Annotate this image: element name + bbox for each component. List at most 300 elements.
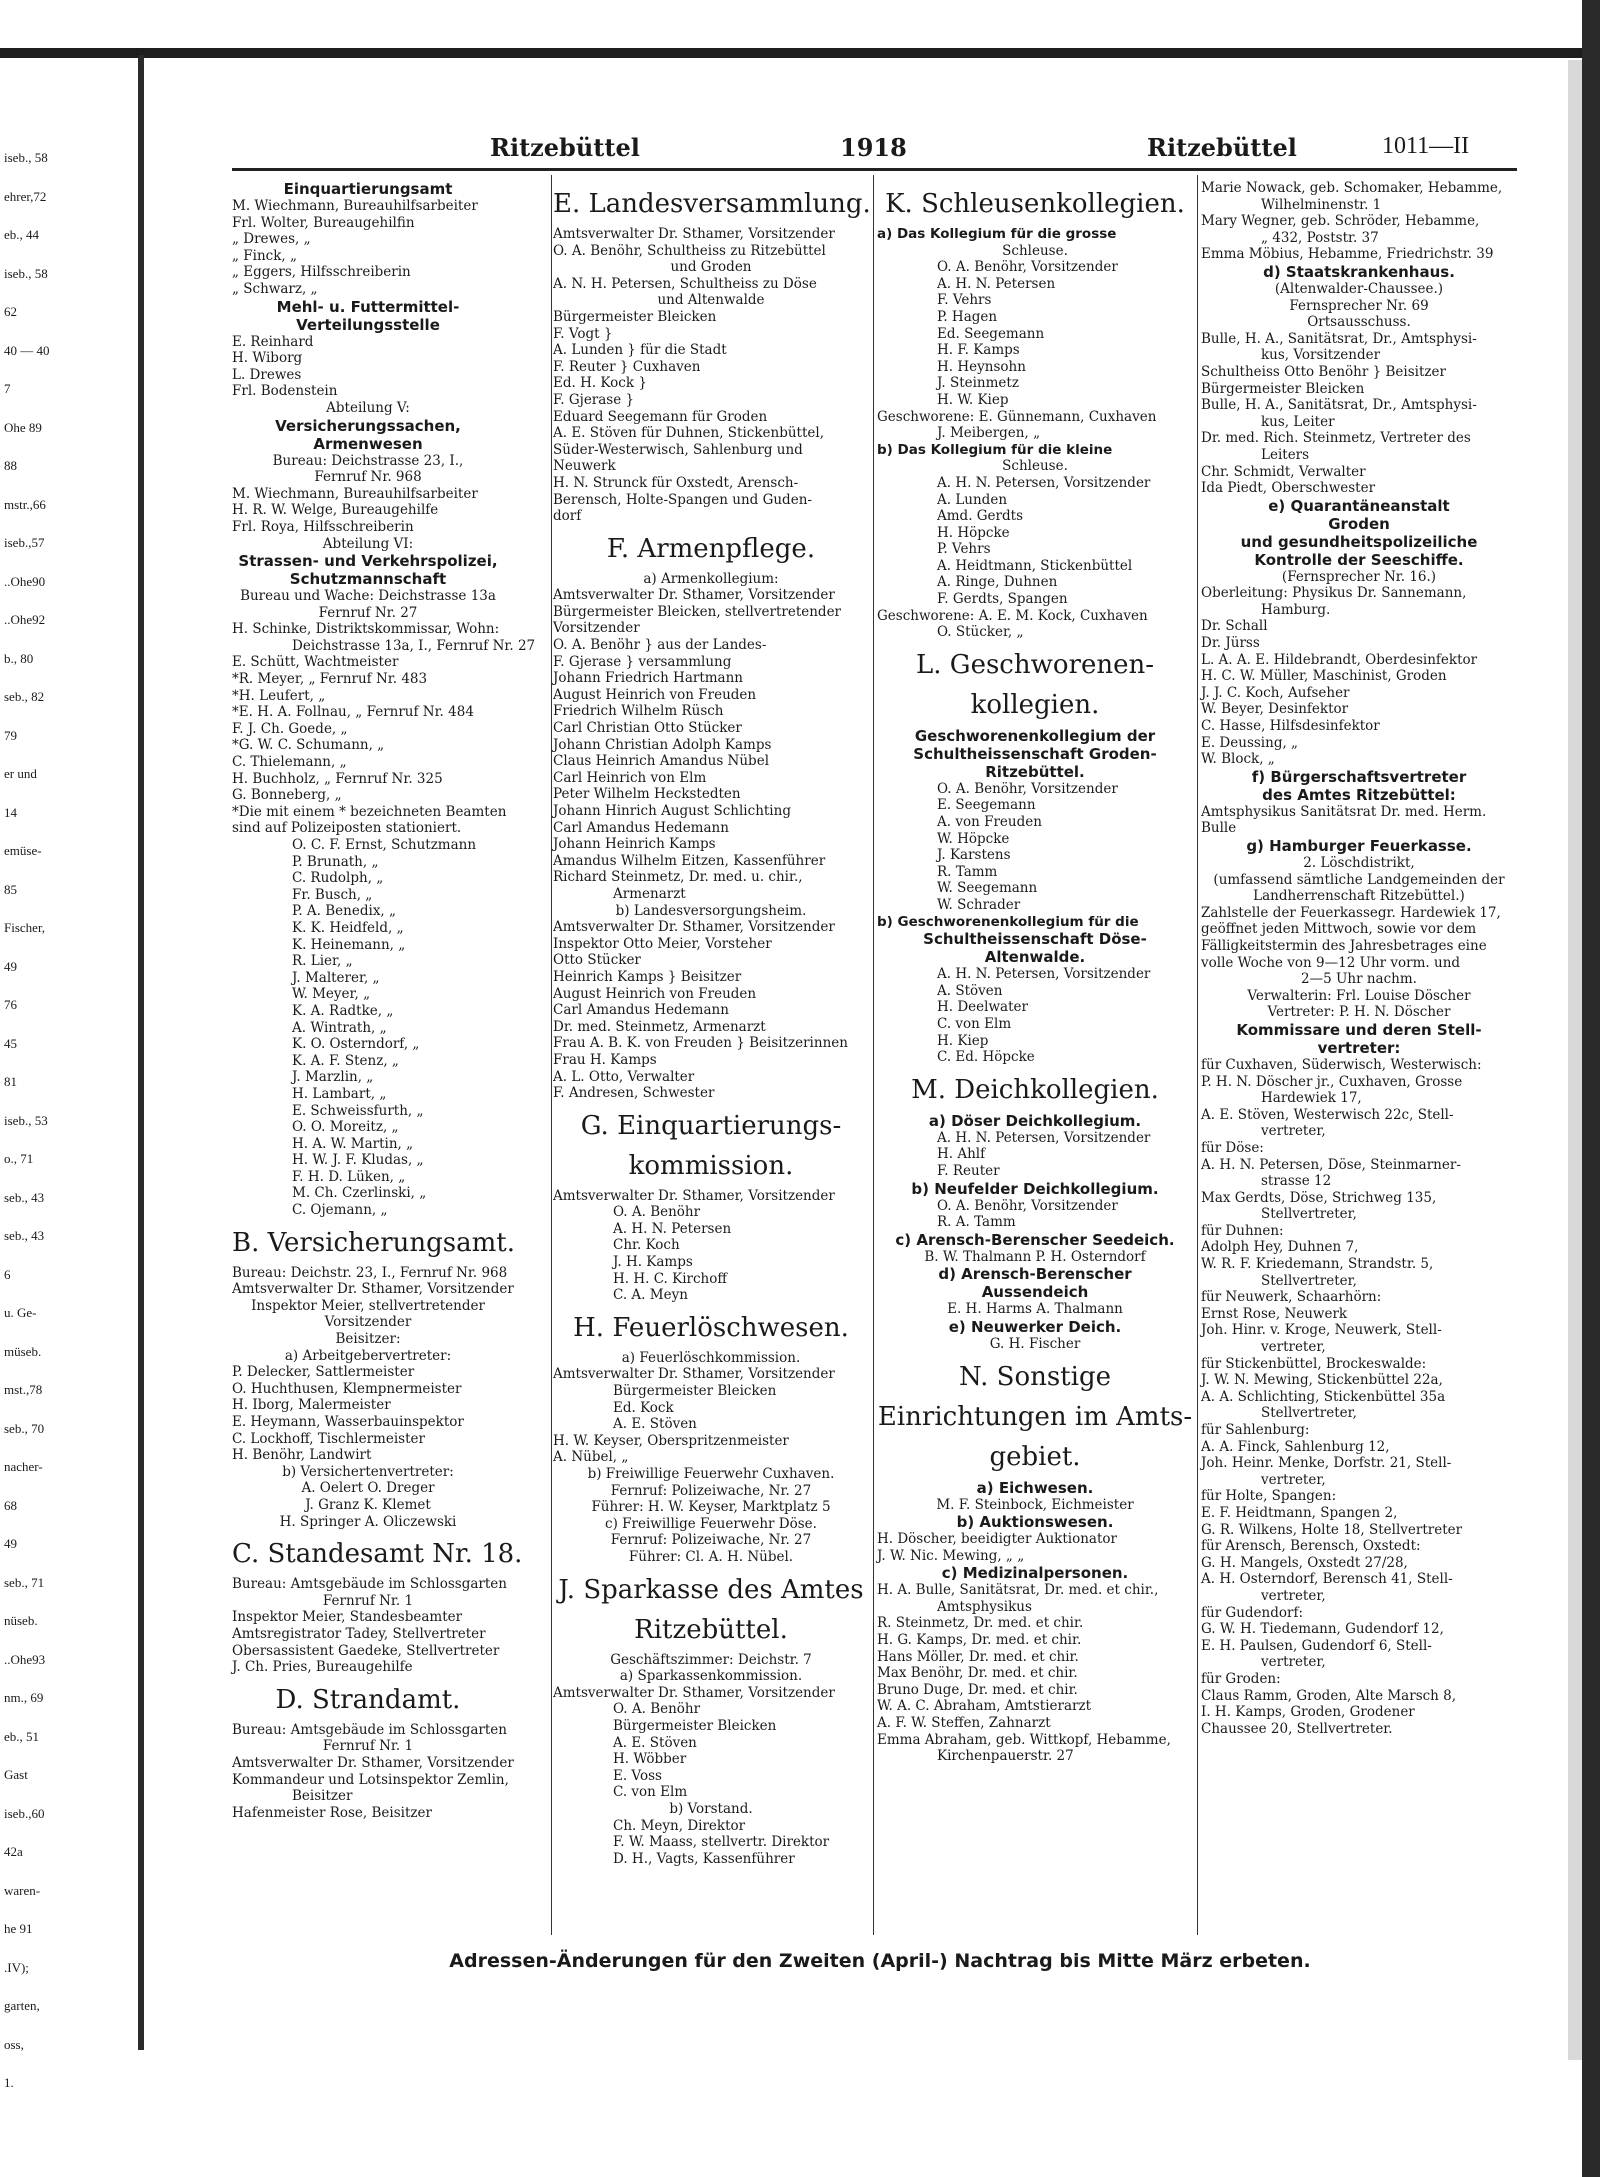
text-line: 2. Löschdistrikt, bbox=[1303, 855, 1415, 871]
edge-fragment: 49 bbox=[4, 958, 17, 974]
text-line: Amandus Wilhelm Eitzen, Kassenführer bbox=[553, 852, 826, 869]
edge-fragment: 88 bbox=[4, 458, 17, 473]
text-line: Fernruf Nr. 1 bbox=[322, 1738, 414, 1755]
text-line: R. Tamm bbox=[937, 863, 998, 880]
text-line: Claus Ramm, Groden, Alte Marsch 8, bbox=[1201, 1687, 1457, 1704]
text-line: „ Eggers, Hilfsschreiberin bbox=[232, 264, 411, 281]
subsection-heading: d) Staatskrankenhaus. bbox=[1263, 262, 1455, 281]
text-line: Hans Möller, Dr. med. et chir. bbox=[877, 1648, 1079, 1665]
text-line: *G. W. C. Schumann, „ bbox=[232, 737, 385, 754]
text-line: Bürgermeister Bleicken, stellvertretender bbox=[553, 603, 842, 620]
text-line: H. G. Kamps, Dr. med. et chir. bbox=[877, 1632, 1082, 1649]
text-line: a) Arbeitgebervertreter: bbox=[284, 1347, 452, 1364]
section-heading: H. Feuerlöschwesen. bbox=[573, 1312, 849, 1343]
text-line: A. E. Stöven, Westerwisch 22c, Stell- bbox=[1201, 1106, 1454, 1123]
text-line: Dr. med. Rich. Steinmetz, Vertreter des bbox=[1201, 430, 1471, 447]
subsection-heading: e) Neuwerker Deich. bbox=[948, 1317, 1122, 1336]
text-line: C. A. Meyn bbox=[613, 1287, 688, 1304]
text-line: Frl. Roya, Hilfsschreiberin bbox=[232, 518, 414, 535]
subsection-heading: Schutzmannschaft bbox=[289, 570, 447, 589]
text-line: Amtsverwalter Dr. Sthamer, Vorsitzender bbox=[553, 226, 835, 242]
text-line: Bureau: Deichstrasse 23, I., bbox=[272, 452, 464, 469]
text-line: Fälligkeitstermin des Jahresbetrages eine bbox=[1201, 937, 1487, 954]
text-line: für Arensch, Berensch, Oxstedt: bbox=[1201, 1538, 1421, 1555]
text-line: A. H. N. Petersen, Vorsitzender bbox=[937, 474, 1151, 491]
text-line: Verwalterin: Frl. Louise Döscher bbox=[1247, 987, 1471, 1004]
section-heading: M. Deichkollegien. bbox=[911, 1074, 1159, 1105]
subsection-heading: Armenwesen bbox=[313, 434, 423, 453]
section-heading: K. Schleusenkollegien. bbox=[885, 189, 1185, 219]
text-line: A. F. W. Steffen, Zahnarzt bbox=[877, 1715, 1051, 1732]
text-line: Ernst Rose, Neuwerk bbox=[1201, 1305, 1348, 1322]
text-line: Johann Heinrich Kamps bbox=[553, 836, 716, 853]
edge-fragment: 79 bbox=[4, 727, 17, 743]
text-line: Friedrich Wilhelm Rüsch bbox=[553, 703, 724, 720]
edge-fragment: seb., 82 bbox=[4, 689, 45, 704]
subsection-heading: b) Neufelder Deichkollegium. bbox=[911, 1179, 1159, 1198]
subsection-heading: e) Quarantäneanstalt bbox=[1268, 496, 1450, 515]
text-line: F. W. Maass, stellvertr. Direktor bbox=[613, 1834, 830, 1851]
text-line: Chr. Schmidt, Verwalter bbox=[1201, 463, 1366, 480]
text-line: H. Schinke, Distriktskommissar, Wohn: bbox=[232, 621, 500, 638]
text-line: J. H. Kamps bbox=[613, 1254, 693, 1271]
section-heading: F. Armenpflege. bbox=[606, 533, 816, 564]
subsection-heading: Geschworenenkollegium der bbox=[914, 726, 1156, 745]
text-line: für Döse: bbox=[1201, 1139, 1264, 1156]
text-line: vertreter, bbox=[1261, 1339, 1326, 1356]
text-line: Chaussee 20, Stellvertreter. bbox=[1201, 1720, 1393, 1737]
text-line: L. A. A. E. Hildebrandt, Oberdesinfektor bbox=[1201, 651, 1478, 668]
text-line: Adolph Hey, Duhnen 7, bbox=[1201, 1239, 1359, 1256]
text-line: für Stickenbüttel, Brockeswalde: bbox=[1201, 1355, 1427, 1372]
text-line: E. Deussing, „ bbox=[1201, 734, 1299, 751]
text-line: vertreter, bbox=[1261, 1654, 1326, 1671]
edge-fragment: 1. bbox=[4, 2075, 14, 2090]
text-line: H. N. Strunck für Oxstedt, Arensch- bbox=[553, 474, 799, 491]
text-line: b) Freiwillige Feuerwehr Cuxhaven. bbox=[587, 1466, 835, 1482]
text-line: Inspektor Meier, Standesbeamter bbox=[232, 1609, 463, 1626]
text-line: A. Stöven bbox=[937, 982, 1003, 999]
text-line: G. R. Wilkens, Holte 18, Stellvertreter bbox=[1201, 1521, 1463, 1538]
text-line: Stellvertreter, bbox=[1261, 1405, 1357, 1422]
text-line: Amtsphysikus bbox=[937, 1598, 1032, 1615]
text-line: Fernruf Nr. 27 bbox=[318, 604, 418, 621]
column-4 bbox=[1201, 180, 1517, 1737]
previous-page-edge bbox=[0, 60, 140, 2090]
subsection-heading: Einquartierungsamt bbox=[283, 180, 453, 198]
text-line: C. Hasse, Hilfsdesinfektor bbox=[1201, 718, 1380, 735]
subsection-heading: Kommissare und deren Stell- bbox=[1236, 1020, 1482, 1039]
edge-fragment: iseb., 58 bbox=[4, 265, 48, 281]
text-line: für Groden: bbox=[1201, 1670, 1281, 1687]
text-line: Dr. Schall bbox=[1201, 618, 1268, 635]
footer-notice: Adressen-Änderungen für den Zweiten (April-) Nachtrag bis Mitte März erbeten. bbox=[449, 1950, 1311, 1972]
text-line: E. Heymann, Wasserbauinspektor bbox=[232, 1414, 464, 1430]
subsection-heading: c) Arensch-Berenscher Seedeich. bbox=[895, 1230, 1175, 1249]
text-line: strasse 12 bbox=[1261, 1173, 1332, 1190]
text-line: Armenarzt bbox=[613, 885, 686, 902]
text-line: vertreter, bbox=[1261, 1587, 1326, 1604]
text-line: Bureau und Wache: Deichstrasse 13a bbox=[240, 588, 496, 605]
text-line: Hardewiek 17, bbox=[1261, 1090, 1362, 1107]
text-line: R. Lier, „ bbox=[292, 953, 353, 970]
text-line: A. Lunden } für die Stadt bbox=[553, 342, 727, 359]
text-line: A. Wintrath, „ bbox=[292, 1019, 387, 1036]
text-line: E. Voss bbox=[613, 1767, 662, 1784]
text-line: Bürgermeister Bleicken bbox=[613, 1383, 777, 1400]
running-header bbox=[232, 133, 1532, 163]
text-line: Vertreter: P. H. N. Döscher bbox=[1267, 1004, 1451, 1021]
column-3 bbox=[877, 180, 1193, 1765]
text-line: O. A. Benöhr, Vorsitzender bbox=[937, 259, 1118, 276]
section-heading: kollegien. bbox=[970, 689, 1100, 720]
text-line: L. Drewes bbox=[232, 366, 302, 383]
text-line: b) Vorstand. bbox=[669, 1800, 753, 1817]
subsection-heading: Ritzebüttel. bbox=[985, 762, 1085, 781]
edge-fragment: 85 bbox=[4, 881, 17, 897]
text-line: G. Bonneberg, „ bbox=[232, 787, 342, 804]
subsection-heading: vertreter: bbox=[1317, 1038, 1401, 1057]
edge-fragment: iseb.,60 bbox=[4, 1805, 45, 1821]
text-line: A. H. N. Petersen bbox=[613, 1220, 732, 1237]
text-line: Carl Christian Otto Stücker bbox=[553, 720, 742, 737]
text-line: b) Das Kollegium für die kleine bbox=[877, 441, 1113, 458]
text-line: für Cuxhaven, Süderwisch, Westerwisch: bbox=[1201, 1056, 1482, 1073]
edge-fragment: ..Ohe93 bbox=[4, 1651, 46, 1667]
text-line: H. Iborg, Malermeister bbox=[232, 1397, 391, 1414]
text-line: H. R. W. Welge, Bureaugehilfe bbox=[232, 502, 439, 519]
text-line: Kirchenpauerstr. 27 bbox=[937, 1748, 1074, 1765]
text-line: Amtsverwalter Dr. Sthamer, Vorsitzender bbox=[553, 1684, 835, 1701]
text-line: C. Rudolph, „ bbox=[292, 870, 384, 887]
text-line: b) Versichertenvertreter: bbox=[282, 1463, 454, 1480]
text-line: G. H. Fischer bbox=[989, 1335, 1081, 1352]
text-line: Ch. Meyn, Direktor bbox=[613, 1817, 746, 1834]
text-line: W. Meyer, „ bbox=[292, 986, 371, 1003]
text-line: Fernruf Nr. 968 bbox=[314, 469, 422, 486]
edge-fragment: 62 bbox=[4, 304, 17, 319]
text-line: Kommandeur und Lotsinspektor Zemlin, bbox=[232, 1771, 509, 1788]
text-line: *E. H. A. Follnau, „ Fernruf Nr. 484 bbox=[232, 704, 474, 721]
text-line: A. Nübel, „ bbox=[553, 1449, 629, 1466]
text-line: Schleuse. bbox=[1002, 458, 1068, 475]
text-line: O. A. Benöhr, Vorsitzender bbox=[937, 1197, 1118, 1214]
edge-fragment: iseb.,57 bbox=[4, 535, 45, 550]
edge-fragment: iseb., 58 bbox=[4, 150, 48, 165]
text-line: Inspektor Meier, stellvertretender bbox=[251, 1297, 485, 1314]
edge-fragment: he 91 bbox=[4, 1921, 33, 1936]
text-line: Max Benöhr, Dr. med. et chir. bbox=[877, 1665, 1078, 1682]
text-line: Ed. H. Kock } bbox=[553, 375, 647, 392]
text-line: H. W. Kiep bbox=[937, 391, 1009, 408]
edge-fragment: u. Ge- bbox=[4, 1305, 37, 1320]
text-line: Abteilung VI: bbox=[322, 535, 414, 552]
edge-fragment: Gast bbox=[4, 1767, 28, 1782]
edge-fragment: mstr.,66 bbox=[4, 496, 46, 512]
text-line: Amd. Gerdts bbox=[937, 508, 1023, 525]
text-line: Claus Heinrich Amandus Nübel bbox=[553, 753, 770, 770]
text-line: R. Steinmetz, Dr. med. et chir. bbox=[877, 1615, 1084, 1632]
text-line: O. A. Benöhr, Vorsitzender bbox=[937, 780, 1118, 797]
text-line: a) Armenkollegium: bbox=[643, 570, 779, 587]
text-line: Joh. Heinr. Menke, Dorfstr. 21, Stell- bbox=[1201, 1455, 1452, 1472]
text-line: Beisitzer bbox=[292, 1788, 353, 1805]
edge-fragment: emüse- bbox=[4, 843, 42, 858]
text-line: O. A. Benöhr } aus der Landes- bbox=[553, 637, 767, 654]
subsection-heading: a) Eichwesen. bbox=[976, 1478, 1094, 1497]
text-line: A. L. Otto, Verwalter bbox=[553, 1068, 695, 1085]
text-line: A. E. Stöven bbox=[613, 1416, 697, 1433]
text-line: C. Ed. Höpcke bbox=[937, 1049, 1035, 1066]
text-line: J. Granz K. Klemet bbox=[305, 1496, 431, 1513]
subsection-heading: Altenwalde. bbox=[984, 948, 1086, 967]
text-line: K. K. Heidfeld, „ bbox=[292, 919, 404, 936]
text-line: Wilhelminenstr. 1 bbox=[1261, 196, 1382, 213]
subsection-heading: Mehl- u. Futtermittel- bbox=[276, 297, 460, 316]
edge-fragment: seb., 43 bbox=[4, 1228, 45, 1243]
text-line: F. Vehrs bbox=[937, 292, 992, 309]
text-line: Hamburg. bbox=[1261, 601, 1331, 618]
text-line: P. Brunath, „ bbox=[292, 853, 379, 870]
text-line: Fr. Busch, „ bbox=[292, 886, 373, 903]
text-line: O. O. Moreitz, „ bbox=[292, 1119, 399, 1136]
text-line: A. A. Finck, Sahlenburg 12, bbox=[1201, 1438, 1390, 1455]
text-line: A. von Freuden bbox=[937, 814, 1042, 831]
text-line: und Altenwalde bbox=[657, 292, 765, 309]
edge-fragment: müseb. bbox=[4, 1343, 42, 1359]
text-line: F. Reuter bbox=[937, 1162, 1000, 1179]
column-divider bbox=[551, 175, 552, 1935]
edge-fragment: 14 bbox=[4, 804, 17, 820]
text-line: J. J. C. Koch, Aufseher bbox=[1201, 684, 1350, 701]
text-line: (Fernsprecher Nr. 16.) bbox=[1281, 568, 1437, 585]
text-line: A. E. Stöven bbox=[613, 1734, 697, 1751]
text-line: Leiters bbox=[1261, 446, 1310, 463]
text-line: Dr. Jürss bbox=[1201, 635, 1260, 652]
header-year: 1918 bbox=[840, 133, 907, 162]
text-line: J. Karstens bbox=[937, 847, 1011, 864]
text-line: Emma Abraham, geb. Wittkopf, Hebamme, bbox=[877, 1731, 1171, 1748]
text-line: H. Lambart, „ bbox=[292, 1085, 387, 1102]
text-line: Fernsprecher Nr. 69 bbox=[1289, 297, 1429, 314]
text-line: E. F. Heidtmann, Spangen 2, bbox=[1201, 1504, 1398, 1521]
edge-fragment: ..Ohe90 bbox=[4, 573, 46, 589]
text-line: Fernruf: Polizeiwache, Nr. 27 bbox=[610, 1532, 812, 1549]
text-line: 2—5 Uhr nachm. bbox=[1301, 971, 1417, 988]
edge-fragment: iseb., 53 bbox=[4, 1112, 48, 1128]
text-line: C. von Elm bbox=[613, 1784, 688, 1801]
text-line: geöffnet jeden Mittwoch, sowie vor dem bbox=[1201, 921, 1477, 938]
subsection-heading: g) Hamburger Feuerkasse. bbox=[1246, 837, 1472, 855]
text-line: volle Woche von 9—12 Uhr vorm. und bbox=[1201, 954, 1461, 971]
subsection-heading: Schultheissenschaft Döse- bbox=[923, 930, 1147, 949]
edge-fragment: nm., 69 bbox=[4, 1690, 44, 1705]
text-line: Marie Nowack, geb. Schomaker, Hebamme, bbox=[1201, 180, 1503, 196]
text-line: Süder-Westerwisch, Sahlenburg und bbox=[553, 441, 803, 458]
text-line: Schleuse. bbox=[1002, 242, 1068, 259]
text-line: *Die mit einem * bezeichneten Beamten bbox=[232, 803, 507, 820]
text-line: A. N. H. Petersen, Schultheiss zu Döse bbox=[553, 275, 817, 292]
edge-fragment: ..Ohe92 bbox=[4, 612, 46, 627]
text-line: A. Lunden bbox=[937, 491, 1008, 508]
text-line: Geschäftszimmer: Deichstr. 7 bbox=[610, 1651, 812, 1668]
text-line: Frau A. B. K. von Freuden } Beisitzerinnen bbox=[553, 1035, 848, 1052]
text-line: O. Huchthusen, Klempnermeister bbox=[232, 1380, 462, 1397]
binding-line bbox=[138, 55, 144, 2050]
text-line: Amtsverwalter Dr. Sthamer, Vorsitzender bbox=[232, 1754, 514, 1771]
text-line: Inspektor Otto Meier, Vorsteher bbox=[553, 935, 772, 952]
text-line: H. H. C. Kirchoff bbox=[613, 1270, 727, 1287]
text-line: H. Deelwater bbox=[937, 999, 1028, 1016]
edge-fragment: seb., 71 bbox=[4, 1574, 45, 1590]
text-line: A. A. Schlichting, Stickenbüttel 35a bbox=[1201, 1388, 1446, 1405]
edge-fragment: garten, bbox=[4, 1998, 40, 2013]
text-line: P. A. Benedix, „ bbox=[292, 903, 397, 920]
text-line: Bürgermeister Bleicken bbox=[1201, 380, 1365, 397]
text-line: und Groden bbox=[670, 259, 752, 276]
text-line: A. Heidtmann, Stickenbüttel bbox=[937, 557, 1133, 574]
text-line: F. J. Ch. Goede, „ bbox=[232, 720, 348, 737]
edge-fragment: 76 bbox=[4, 997, 17, 1012]
text-line: Peter Wilhelm Heckstedten bbox=[553, 786, 741, 803]
text-line: Richard Steinmetz, Dr. med. u. chir., bbox=[553, 869, 803, 886]
text-line: H. C. W. Müller, Maschinist, Groden bbox=[1201, 668, 1447, 685]
text-line: Emma Möbius, Hebamme, Friedrichstr. 39 bbox=[1201, 246, 1494, 263]
text-line: Bulle bbox=[1201, 820, 1237, 837]
edge-fragment: 6 bbox=[4, 1266, 11, 1282]
text-line: kus, Vorsitzender bbox=[1261, 347, 1381, 364]
text-line: H. Döscher, beeidigter Auktionator bbox=[877, 1531, 1117, 1548]
text-line: „ 432, Poststr. 37 bbox=[1261, 229, 1379, 246]
text-line: E. H. Harms A. Thalmann bbox=[947, 1301, 1123, 1318]
text-line: für Sahlenburg: bbox=[1201, 1422, 1310, 1438]
section-heading: D. Strandamt. bbox=[275, 1684, 461, 1715]
text-line: W. Block, „ bbox=[1201, 751, 1275, 768]
text-line: Führer: Cl. A. H. Nübel. bbox=[628, 1548, 794, 1565]
text-line: Bulle, H. A., Sanitätsrat, Dr., Amtsphysi- bbox=[1201, 330, 1477, 347]
text-line: *R. Meyer, „ Fernruf Nr. 483 bbox=[232, 671, 428, 688]
text-line: Bulle, H. A., Sanitätsrat, Dr., Amtsphysi- bbox=[1201, 397, 1477, 414]
text-line: für Gudendorf: bbox=[1201, 1604, 1304, 1621]
text-line: Schultheiss Otto Benöhr } Beisitzer bbox=[1201, 363, 1446, 380]
text-line: Vorsitzender bbox=[324, 1314, 412, 1331]
text-line: A. H. Osterndorf, Berensch 41, Stell- bbox=[1201, 1571, 1453, 1588]
text-line: Amtsverwalter Dr. Sthamer, Vorsitzender bbox=[553, 1187, 835, 1204]
text-line: Amtsverwalter Dr. Sthamer, Vorsitzender bbox=[553, 919, 835, 936]
text-line: Fernruf: Polizeiwache, Nr. 27 bbox=[610, 1482, 812, 1499]
section-heading: L. Geschworenen- bbox=[916, 649, 1154, 680]
text-line: E. Reinhard bbox=[232, 333, 314, 350]
text-line: F. Gjerase } versammlung bbox=[553, 653, 732, 670]
text-line: Oberleitung: Physikus Dr. Sannemann, bbox=[1201, 585, 1467, 602]
text-line: P. Delecker, Sattlermeister bbox=[232, 1364, 415, 1381]
text-line: P. H. N. Döscher jr., Cuxhaven, Grosse bbox=[1201, 1073, 1463, 1090]
text-line: Bureau: Amtsgebäude im Schlossgarten bbox=[232, 1576, 507, 1593]
subsection-heading: a) Döser Deichkollegium. bbox=[928, 1111, 1142, 1130]
text-line: Max Gerdts, Döse, Strichweg 135, bbox=[1201, 1189, 1437, 1206]
text-line: K. O. Osterndorf, „ bbox=[292, 1036, 420, 1053]
subsection-heading: Strassen- und Verkehrspolizei, bbox=[238, 552, 498, 571]
edge-fragment: Ohe 89 bbox=[4, 419, 42, 435]
text-line: a) Feuerlöschkommission. bbox=[621, 1349, 801, 1366]
text-line: August Heinrich von Freuden bbox=[553, 686, 757, 703]
text-line: Carl Amandus Hedemann bbox=[553, 1002, 729, 1019]
text-line: dorf bbox=[553, 508, 582, 525]
page-number: 1011—II bbox=[1382, 133, 1470, 159]
text-line: Abteilung V: bbox=[326, 399, 410, 416]
text-line: R. A. Tamm bbox=[937, 1214, 1016, 1231]
text-line: Berensch, Holte-Spangen und Guden- bbox=[553, 491, 812, 508]
section-heading: Einrichtungen im Amts- bbox=[877, 1401, 1193, 1432]
section-heading: B. Versicherungsamt. bbox=[232, 1227, 515, 1258]
text-line: E. Schweissfurth, „ bbox=[292, 1102, 424, 1119]
text-line: J. Ch. Pries, Bureaugehilfe bbox=[232, 1659, 413, 1676]
text-line: K. Heinemann, „ bbox=[292, 936, 406, 953]
text-line: Vorsitzender bbox=[553, 620, 640, 637]
text-line: Deichstrasse 13a, I., Fernruf Nr. 27 bbox=[292, 637, 536, 654]
text-line: Chr. Koch bbox=[613, 1237, 680, 1254]
text-line: P. Hagen bbox=[937, 308, 998, 325]
section-heading: gebiet. bbox=[989, 1441, 1081, 1472]
text-line: Otto Stücker bbox=[553, 952, 641, 969]
text-line: F. Vogt } bbox=[553, 325, 613, 342]
text-line: „ Schwarz, „ bbox=[232, 280, 318, 297]
edge-fragment: 81 bbox=[4, 1074, 17, 1089]
text-line: H. Kiep bbox=[937, 1032, 989, 1049]
text-line: O. A. Benöhr, Schultheiss zu Ritzebüttel bbox=[553, 242, 826, 259]
edge-fragment: nüseb. bbox=[4, 1613, 38, 1628]
text-line: C. Ojemann, „ bbox=[292, 1202, 388, 1219]
text-line: (umfassend sämtliche Landgemeinden der bbox=[1213, 871, 1505, 888]
text-line: Landherrenschaft Ritzebüttel.) bbox=[1253, 888, 1465, 905]
edge-fragment: 7 bbox=[4, 381, 11, 396]
text-line: Amtsphysikus Sanitätsrat Dr. med. Herm. bbox=[1201, 803, 1487, 820]
subsection-heading: Verteilungsstelle bbox=[296, 315, 440, 334]
text-line: A. H. N. Petersen, Döse, Steinmarner- bbox=[1201, 1156, 1461, 1173]
edge-fragment: 68 bbox=[4, 1497, 17, 1513]
text-line: C. von Elm bbox=[937, 1015, 1012, 1032]
text-line: I. H. Kamps, Groden, Grodener bbox=[1201, 1704, 1415, 1721]
edge-fragment: nacher- bbox=[4, 1459, 43, 1474]
text-line: H. Benöhr, Landwirt bbox=[232, 1447, 372, 1464]
text-line: H. F. Kamps bbox=[937, 342, 1020, 359]
text-line: Führer: H. W. Keyser, Marktplatz 5 bbox=[591, 1499, 831, 1516]
text-line: E. Schütt, Wachtmeister bbox=[232, 654, 399, 671]
text-line: Eduard Seegemann für Groden bbox=[553, 408, 768, 425]
text-line: G. H. Mangels, Oxstedt 27/28, bbox=[1201, 1554, 1408, 1571]
section-heading: N. Sonstige bbox=[959, 1361, 1111, 1392]
text-line: J. W. Nic. Mewing, „ „ bbox=[877, 1547, 1025, 1564]
text-line: M. Ch. Czerlinski, „ bbox=[292, 1185, 427, 1202]
text-line: Ed. Seegemann bbox=[937, 325, 1045, 342]
text-line: E. Seegemann bbox=[937, 797, 1036, 814]
section-heading: kommission. bbox=[628, 1150, 794, 1181]
text-line: M. Wiechmann, Bureauhilfsarbeiter bbox=[232, 485, 478, 502]
text-line: b) Geschworenenkollegium für die bbox=[877, 913, 1139, 930]
text-line: Ortsausschuss. bbox=[1307, 314, 1411, 331]
header-right: Ritzebüttel bbox=[1147, 133, 1297, 162]
edge-fragment: 45 bbox=[4, 1035, 17, 1051]
text-line: für Holte, Spangen: bbox=[1201, 1488, 1337, 1505]
text-line: c) Freiwillige Feuerwehr Döse. bbox=[605, 1515, 817, 1532]
text-line: K. A. Radtke, „ bbox=[292, 1002, 394, 1019]
header-left: Ritzebüttel bbox=[490, 133, 640, 162]
text-line: H. A. W. Martin, „ bbox=[292, 1135, 414, 1152]
subsection-heading: f) Bürgerschaftsvertreter bbox=[1251, 767, 1467, 786]
text-line: Dr. med. Steinmetz, Armenarzt bbox=[553, 1018, 766, 1035]
scan-top-border bbox=[0, 48, 1600, 58]
text-line: Mary Wegner, geb. Schröder, Hebamme, bbox=[1201, 213, 1480, 230]
